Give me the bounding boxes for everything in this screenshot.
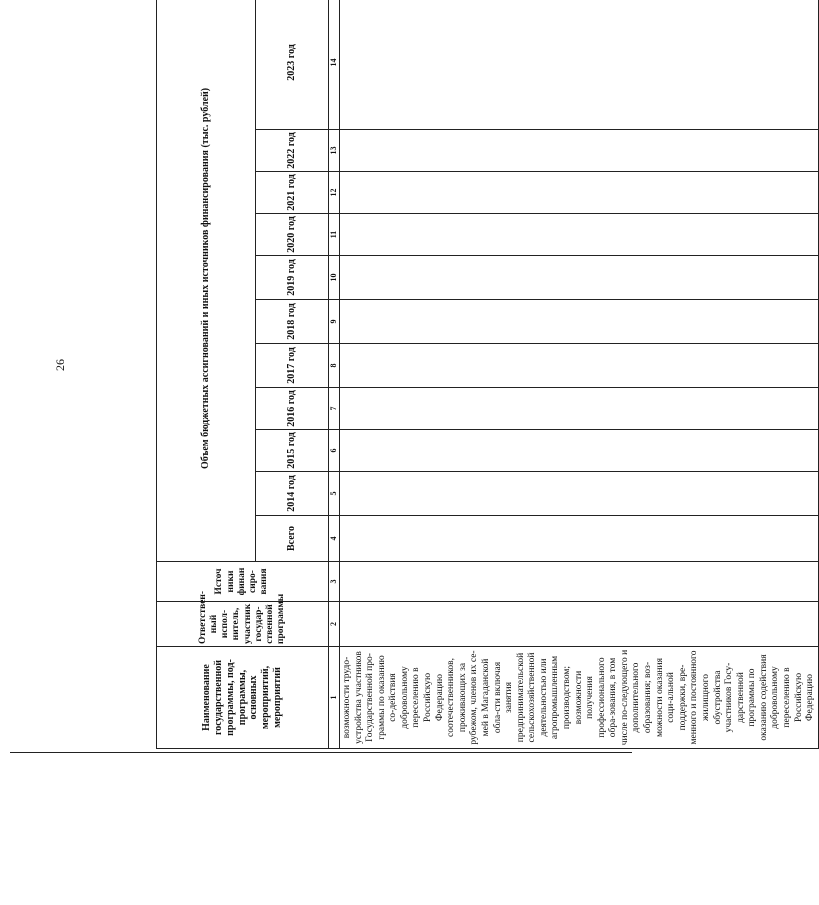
column-number: 4	[329, 516, 340, 562]
header-year-2014: 2014 год	[256, 472, 329, 516]
header-sources-column: Источ ники финан сиро-вания	[157, 562, 329, 602]
table-cell-empty	[340, 516, 819, 562]
header-year-2022: 2022 год	[256, 130, 329, 172]
horizontal-rule	[10, 752, 632, 753]
column-number: 8	[329, 344, 340, 388]
header-year-2021: 2021 год	[256, 172, 329, 214]
table-cell-empty	[340, 214, 819, 256]
column-number: 10	[329, 256, 340, 300]
header-year-2019: 2019 год	[256, 256, 329, 300]
column-number: 1	[329, 647, 340, 749]
header-name-column: Наименование государственной программы, под-программы, основных мероприятий, мероприятий	[157, 647, 329, 749]
column-number: 9	[329, 300, 340, 344]
header-executor-column: Ответствен-ный испол-нитель, участник государ-ственной программы	[157, 602, 329, 647]
table-cell-empty	[340, 300, 819, 344]
header-year-2018: 2018 год	[256, 300, 329, 344]
table-cell-empty	[340, 388, 819, 430]
header-total: Всего	[256, 516, 329, 562]
column-number: 5	[329, 472, 340, 516]
table-cell-empty	[340, 0, 819, 130]
measure-description: возможности трудо-устройства участников Государственной про-граммы по оказанию со-действия добровольному переселению в Российскую Федерацию соотечественников, проживающих за рубежом, членов их се-мей в Магаданской обла-сти включая занятия предпринимательской сельскохозяйственной деятельностью или агропромышленным производством; возможности получения профессионального обра-зования, в том числе по-следующего и дополнительного образования; воз-можности оказания соци-альной поддержки, вре-менного и постоянного жилищного обустройства участников Госу-дарственной программы по оказанию содействия добровольному переселению в Российскую Федерацию	[340, 647, 819, 749]
table-cell-empty	[340, 562, 819, 602]
table-cell-empty	[340, 430, 819, 472]
rotated-table-container	[156, 36, 816, 749]
header-year-2020: 2020 год	[256, 214, 329, 256]
column-number: 2	[329, 602, 340, 647]
financing-table	[156, 0, 819, 749]
table-cell-empty	[340, 256, 819, 300]
table-cell-empty	[340, 130, 819, 172]
column-number: 13	[329, 130, 340, 172]
column-number: 7	[329, 388, 340, 430]
column-number: 6	[329, 430, 340, 472]
table-cell-empty	[340, 172, 819, 214]
header-year-2023: 2023 год	[256, 0, 329, 130]
column-number: 11	[329, 214, 340, 256]
column-number: 12	[329, 172, 340, 214]
table-cell-empty	[340, 602, 819, 647]
page-number: 26	[52, 359, 67, 371]
header-year-2017: 2017 год	[256, 344, 329, 388]
header-financing-group: Объем бюджетных ассигнований и иных источников финансирования (тыс. рублей)	[157, 0, 256, 562]
header-year-2015: 2015 год	[256, 430, 329, 472]
table-cell-empty	[340, 472, 819, 516]
header-year-2016: 2016 год	[256, 388, 329, 430]
column-number: 3	[329, 562, 340, 602]
table-cell-empty	[340, 344, 819, 388]
column-number: 14	[329, 0, 340, 130]
